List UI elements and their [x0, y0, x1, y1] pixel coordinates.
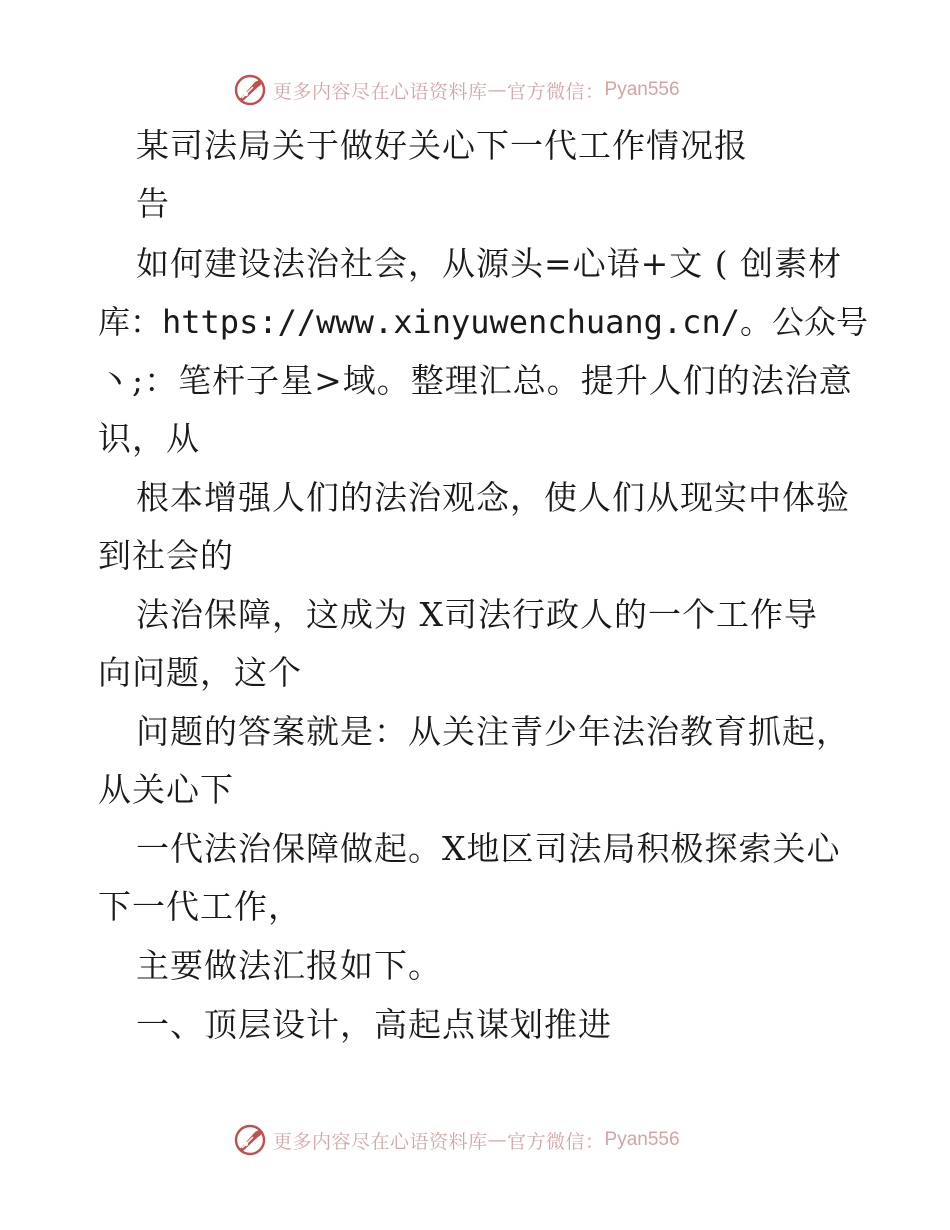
paragraph-line: 识，从: [98, 419, 200, 458]
paragraph-line: 从关心下: [98, 770, 234, 809]
banner-dash: —: [487, 79, 508, 101]
paragraph-line: 下一代工作，: [98, 887, 302, 926]
banner-main-text: 更多内容尽在心语资料库: [273, 1130, 488, 1153]
document-title-line-2: 告: [136, 184, 170, 223]
banner-wechat-label: 官方微信：: [507, 1130, 605, 1153]
footer-banner: [233, 1122, 680, 1158]
paragraph-line: 法治保障，这成为 X司法行政人的一个工作导: [136, 595, 818, 634]
banner-wechat-label: 官方微信：: [507, 80, 605, 103]
paragraph-line: 库：https://www.xinyuwenchuang.cn/。公众号: [98, 303, 868, 341]
banner-main-text: 更多内容尽在心语资料库: [273, 80, 488, 103]
quill-pen-logo-icon: [233, 1123, 267, 1157]
paragraph-line: 如何建设法治社会，从源头=心语+文 ( 创素材: [136, 244, 843, 283]
paragraph-line: 一代法治保障做起。X地区司法局积极探索关心: [136, 829, 841, 868]
banner-wechat-id: Pyan556: [604, 1129, 680, 1150]
banner-wechat-id: Pyan556: [604, 79, 680, 100]
document-title-line-1: 某司法局关于做好关心下一代工作情况报: [136, 126, 748, 165]
banner-dash: —: [487, 1129, 508, 1151]
paragraph-line: 根本增强人们的法治观念，使人们从现实中体验: [136, 478, 850, 517]
paragraph-line: 到社会的: [98, 536, 234, 575]
header-banner: [233, 72, 680, 108]
quill-pen-logo-icon: [233, 73, 267, 107]
section-heading: 一、顶层设计，高起点谋划推进: [136, 1005, 612, 1044]
paragraph-line: 问题的答案就是：从关注青少年法治教育抓起，: [136, 712, 850, 751]
paragraph-line: 主要做法汇报如下。: [136, 946, 442, 985]
paragraph-line: 向问题，这个: [98, 653, 302, 692]
paragraph-line: 丶;：笔杆子星>域。整理汇总。提升人们的法治意: [98, 361, 853, 400]
